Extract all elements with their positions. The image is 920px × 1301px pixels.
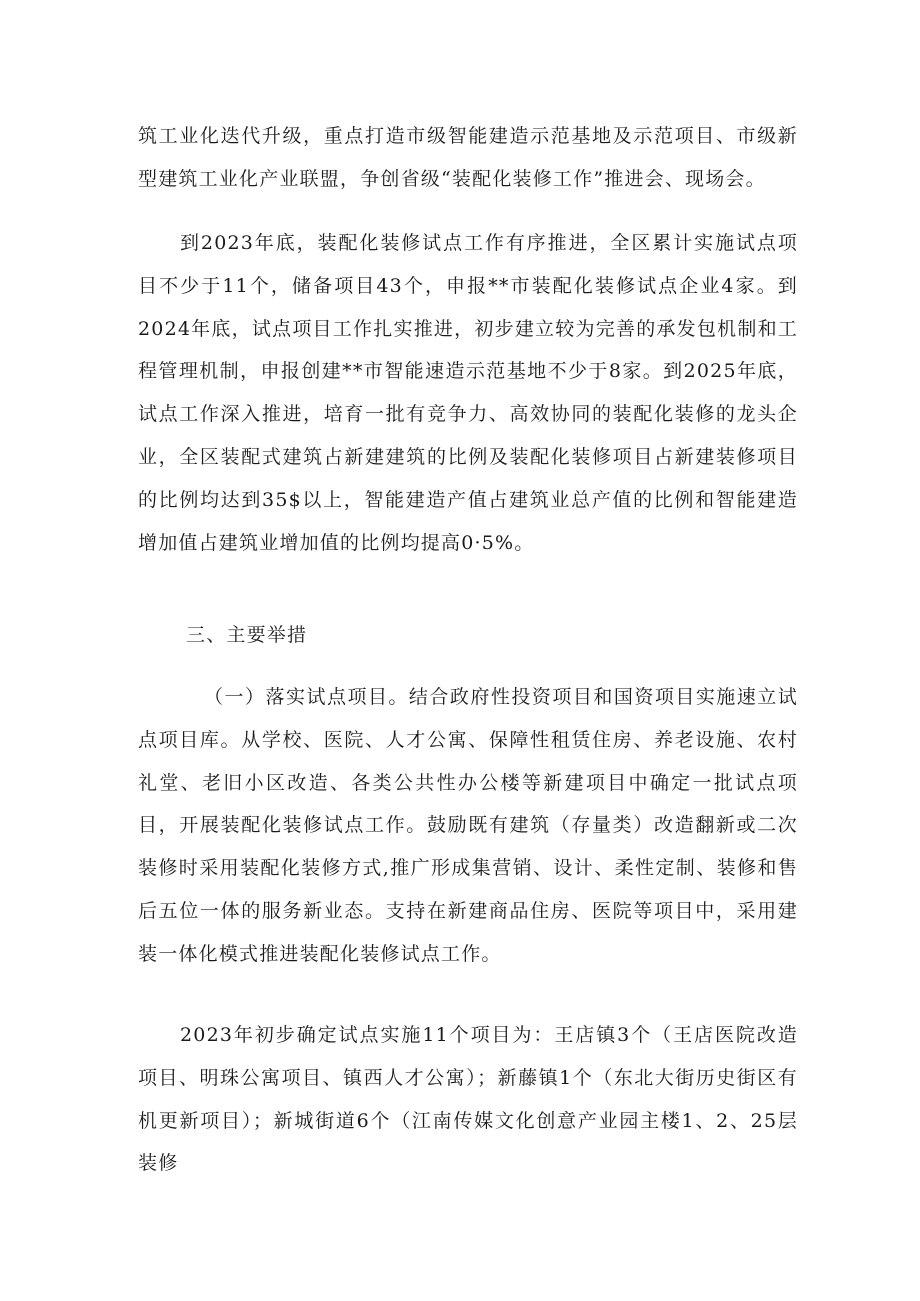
paragraph-targets: 到2023年底，装配化装修试点工作有序推进，全区累计实施试点项目不少于11个，储备项目43个，申报**市装配化装修试点企业4家。到2024年底，试点项目工作扎实推进，初步建立较为完善的承发包机制和工程管理机制，申报创建**市智能速造示范基地不少于8家。到2025年底，试点工作深入推进，培育一批有竞争力、高效协同的装配化装修的龙头企业，全区装配式建筑占新建建筑的比例及装配化装修项目占新建装修项目的比例均达到35$以上，智能建造产值占建筑业总产值的比例和智能建造增加值占建筑业增加值的比例均提高0·5%。	[138, 232, 798, 554]
paragraph-measure-1: （一）落实试点项目。结合政府性投资项目和国资项目实施速立试点项目库。从学校、医院、人才公寓、保障性租赁住房、养老设施、农村礼堂、老旧小区改造、各类公共性办公楼等新建项目中确定一批试点项目，开展装配化装修试点工作。鼓励既有建筑（存量类）改造翻新或二次装修时采用装配化装修方式,推广形成集营销、设计、柔性定制、装修和售后五位一体的服务新业态。支持在新建商品住房、医院等项目中，采用建装一体化模式推进装配化装修试点工作。	[138, 686, 798, 965]
paragraph-pilot-projects: 2023年初步确定试点实施11个项目为：王店镇3个（王店医院改造项目、明珠公寓项目、镇西人才公寓）；新藤镇1个（东北大街历史街区有机更新项目）；新城街道6个（江南传媒文化创意产业园主楼1、2、25层装修	[138, 1024, 798, 1175]
paragraph-continuation: 筑工业化迭代升级，重点打造市级智能建造示范基地及示范项目、市级新型建筑工业化产业联盟，争创省级“装配化装修工作”推进会、现场会。	[138, 125, 798, 190]
section-heading: 三、主要举措	[186, 624, 308, 646]
